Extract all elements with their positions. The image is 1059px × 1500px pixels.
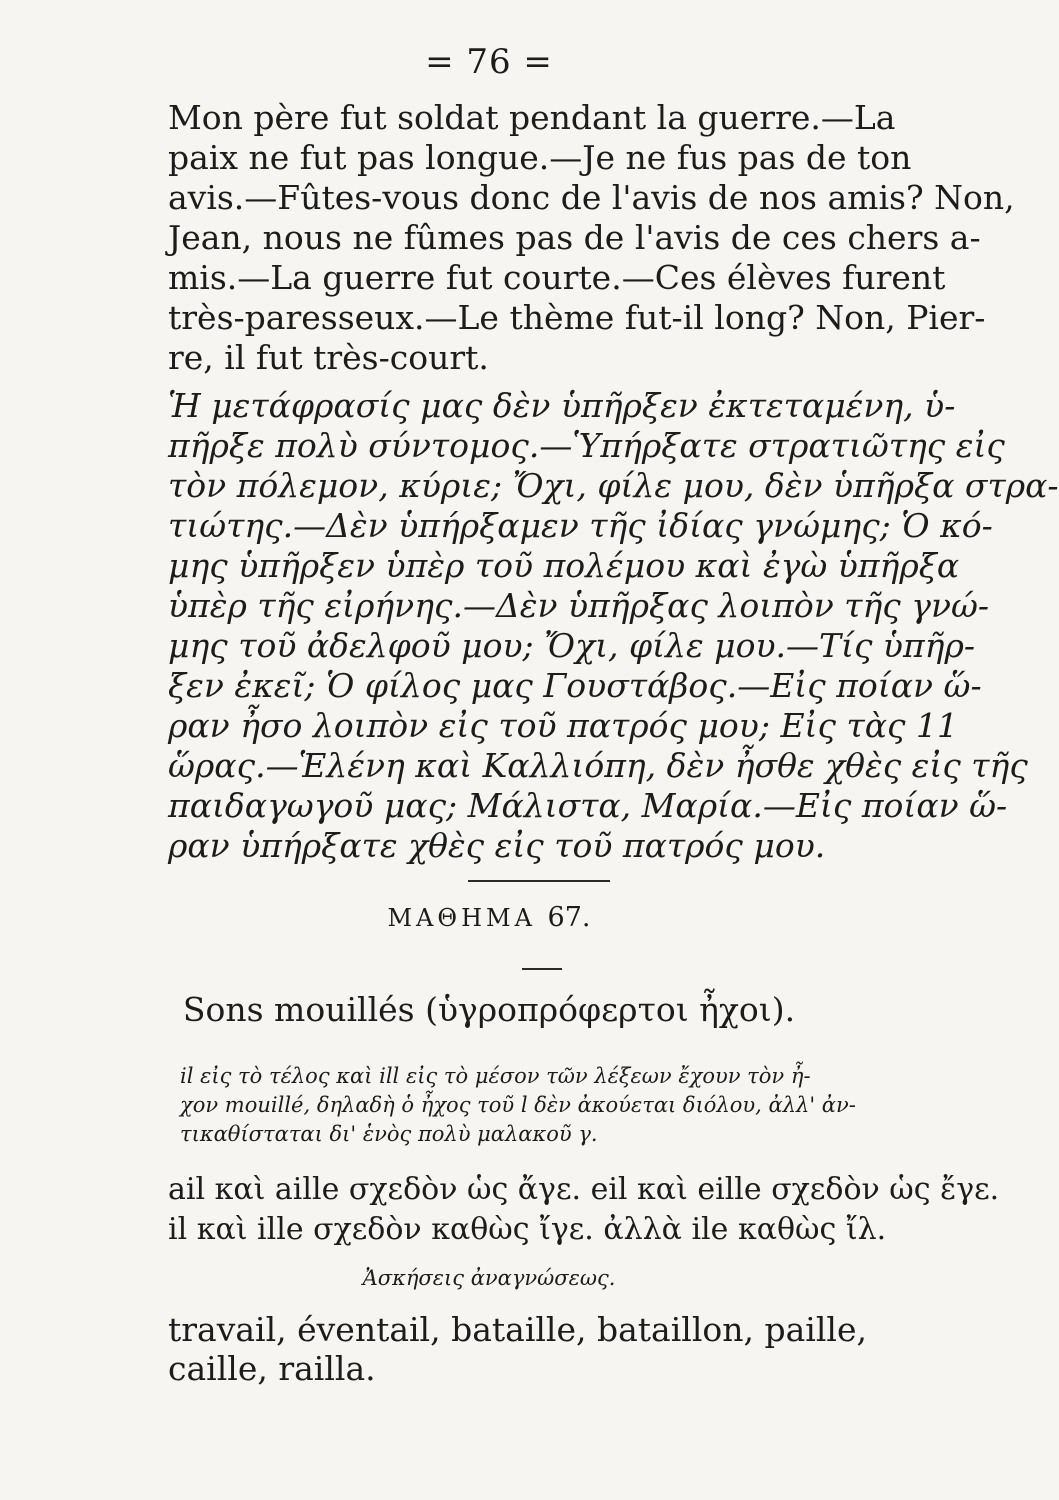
lesson-heading [0,902,978,933]
text-line: παιδαγωγοῦ μας; Μάλιστα, Μαρία.—Εἰς ποίαν ὥ- [168,786,1008,825]
french-paragraph [168,98,1015,378]
rule-line: ail καὶ aille σχεδὸν ὡς ἄγε. eil καὶ eille σχεδὸν ὡς ἔγε. [168,1172,1000,1207]
section-subtitle: Sons mouillés (ὑγροπρόφερτοι ἦχοι). [182,990,796,1029]
text-line: πῆρξε πολὺ σύντομος.—Ὑπήρξατε στρατιῶτης εἰς [168,426,1005,465]
text-line: Ἡ μετάφρασίς μας δὲν ὑπῆρξεν ἐκτεταμένη, ὑ- [168,386,956,425]
text-line: ξεν ἐκεῖ; Ὁ φίλος μας Γουστάβος.—Εἰς ποίαν ὥ- [168,666,982,705]
rule-line: il καὶ ille σχεδὸν καθὼς ἴγε. ἀλλὰ ile καθὼς ἴλ. [168,1212,887,1247]
lesson-title: ΜΑΘΗΜΑ [387,904,536,932]
text-line: Mon père fut soldat pendant la guerre.—La [168,98,896,137]
text-line: μης ὑπῆρξεν ὑπὲρ τοῦ πολέμου καὶ ἐγὼ ὑπῆρξα [168,546,960,585]
section-divider [468,880,610,882]
text-line: très-paresseux.—Le thème fut-il long? Non, Pier- [168,298,986,337]
short-divider [522,968,562,970]
exercises-heading: Ἀσκήσεις ἀναγνώσεως. [362,1266,616,1290]
lesson-number: 67. [547,902,591,933]
note-line: τικαθίσταται δι' ἑνὸς πολὺ μαλακοῦ γ. [180,1122,598,1146]
greek-paragraph [168,386,1059,866]
text-line: ραν ὑπήρξατε χθὲς εἰς τοῦ πατρός μου. [168,826,826,865]
text-line: ραν ἦσο λοιπὸν εἰς τοῦ πατρός μου; Εἰς τὰς 11 [168,706,958,745]
text-line: mis.—La guerre fut courte.—Ces élèves furent [168,258,946,297]
text-line: τιώτης.—Δὲν ὑπήρξαμεν τῆς ἰδίας γνώμης; Ὁ κό- [168,506,993,545]
text-line: μης τοῦ ἀδελφοῦ μου; Ὄχι, φίλε μου.—Τίς ὑπῆρ- [168,626,976,665]
text-line: Jean, nous ne fûmes pas de l'avis de ces chers a- [168,218,981,257]
text-line: paix ne fut pas longue.—Je ne fus pas de ton [168,138,912,177]
text-line: avis.—Fûtes-vous donc de l'avis de nos amis? Non, [168,178,1015,217]
text-line: ὑπὲρ τῆς εἰρήνης.—Δὲν ὑπῆρξας λοιπὸν τῆς γνώ- [168,586,990,625]
note-line: χον mouillé, δηλαδὴ ὁ ἦχος τοῦ l δὲν ἀκούεται διόλου, ἀλλ' ἀν- [180,1093,856,1117]
word-list: travail, éventail, bataille, bataillon, paille, caille, railla. [168,1310,867,1388]
text-line: τὸν πόλεμον, κύριε; Ὄχι, φίλε μου, δὲν ὑπῆρξα στρα- [168,466,1059,505]
page-number: = 76 = [425,42,553,82]
pronunciation-rules [168,1170,1000,1250]
explanatory-note [180,1062,920,1149]
text-line: re, il fut très-court. [168,338,489,377]
note-line: il εἰς τὸ τέλος καὶ ill εἰς τὸ μέσον τῶν λέξεων ἔχουν τὸν ἦ- [180,1064,811,1088]
text-line: ὥρας.—Ἑλένη καὶ Καλλιόπη, δὲν ἦσθε χθὲς εἰς τῆς [168,746,1028,785]
